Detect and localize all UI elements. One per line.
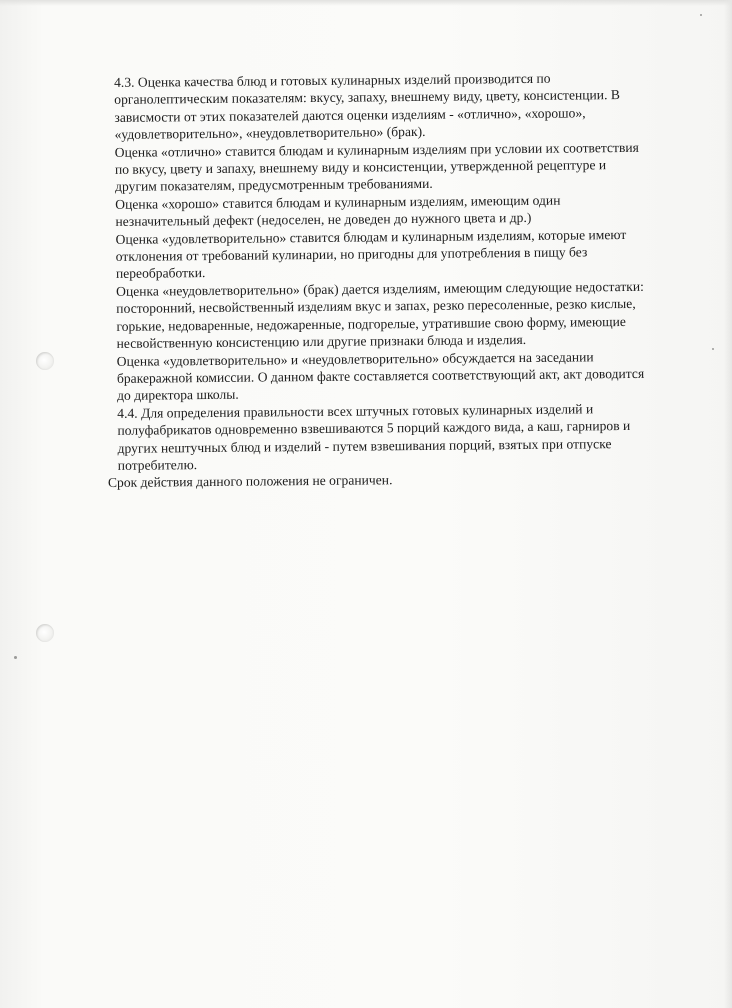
text-line: Оценка «удовлетворительно» ставится блюдам и кулинарным изделиям, которые имеют — [115, 226, 627, 247]
text-line: Оценка «неудовлетворительно» (брак) дается изделиям, имеющим следующие недостатки: — [116, 278, 644, 299]
text-line: по вкусу, цвету и запаху, внешнему виду и консистенции, утвержденной рецептуре и — [114, 157, 607, 177]
text-line: Оценка «удовлетворительно» и «неудовлетворительно» обсуждается на заседании — [116, 348, 594, 369]
text-line: переобработки. — [115, 265, 206, 282]
scan-speck — [700, 14, 702, 16]
text-line: несвойственную консистенцию или другие признаки блюда и изделия. — [116, 332, 527, 351]
text-line: незначительный дефект (недоселен, не доведен до нужного цвета и др.) — [115, 210, 532, 230]
page-right-edge — [724, 0, 732, 1008]
text-line: зависмости от этих показателей даются оценки изделиям - «отлично», «хорошо», — [114, 105, 586, 125]
text-line: посторонний, несвойственный изделиям вкус и запах, резко пересоленные, резко кислые, — [116, 296, 636, 317]
document-body — [104, 68, 688, 491]
text-line: других нештучных блюд и изделий - путем взвешивания порций, взятых при отпуске — [117, 435, 612, 456]
text-line: другим показателям, предусмотренным требованиями. — [115, 176, 433, 195]
punch-hole-upper — [36, 352, 54, 370]
text-line: органолептическим показателям: вкусу, запаху, внешнему виду, цвету, консистенции. В — [114, 87, 620, 108]
text-line: Оценка «отлично» ставится блюдам и кулинарным изделиям при условии их соответствия — [114, 139, 639, 160]
text-line: до директора школы. — [117, 387, 239, 404]
scan-speck — [712, 348, 714, 350]
text-line: потребителю. — [117, 457, 198, 473]
text-line: 4.3. Оценка качества блюд и готовых кулинарных изделий производится по — [114, 70, 551, 90]
page-top-edge — [0, 0, 732, 6]
punch-hole-lower — [36, 624, 54, 642]
text-line: отклонения от требований кулинарии, но пригодны для употребления в пищу без — [115, 244, 588, 264]
text-line: Оценка «хорошо» ставится блюдам и кулинарным изделиям, имеющим один — [115, 192, 561, 212]
text-line: Срок действия данного положения не ограничен. — [107, 472, 393, 491]
text-line: горькие, недоваренные, недожаренные, подгорелые, утратившие свою форму, имеющие — [116, 313, 626, 334]
text-line: бракеражной комиссии. О данном факте составляется соответствующий акт, акт доводится — [116, 365, 645, 386]
text-line: «удовлетворительно», «неудовлетворительно» (брак). — [114, 124, 426, 143]
text-line: 4.4. Для определения правильности всех штучных готовых кулинарных изделий и — [117, 401, 594, 421]
scan-speck — [14, 656, 17, 659]
text-line: полуфабрикатов одновременно взвешиваются 5 порций каждого вида, а каш, гарниров и — [117, 418, 631, 439]
